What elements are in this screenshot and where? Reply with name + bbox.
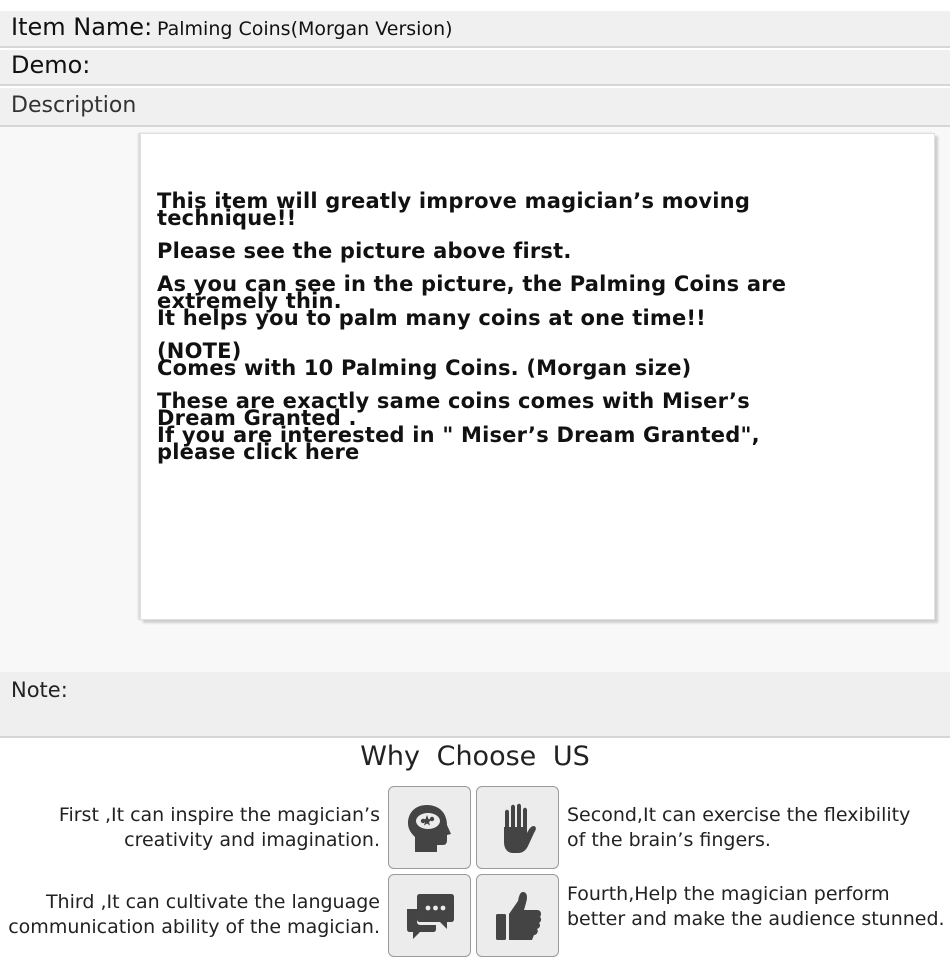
feature-line: Third ,It can cultivate the language [45, 891, 380, 913]
item-name-bar [0, 11, 950, 48]
description-line: technique!! [157, 206, 297, 230]
feature-tile-performance [476, 874, 559, 957]
chat-bubbles-icon [403, 889, 458, 944]
feature-line: communication ability of the magician. [8, 916, 380, 938]
description-line: As you can see in the picture, the Palming Coins are [157, 272, 787, 296]
note-label: Note: [11, 678, 68, 702]
feature-third-text [0, 890, 380, 940]
feature-line: better and make the audience stunned. [567, 908, 945, 930]
click-here-link[interactable]: please click here [157, 440, 360, 464]
description-line: Please see the picture above first. [157, 239, 572, 263]
hand-icon [491, 801, 546, 856]
feature-line: Fourth,Help the magician perform [567, 883, 890, 905]
head-brain-icon [403, 801, 458, 856]
description-line: Comes with 10 Palming Coins. (Morgan size) [157, 356, 692, 380]
description-bar [0, 88, 950, 127]
note-bar [0, 672, 950, 738]
description-label: Description [11, 93, 137, 118]
thumbs-up-icon [491, 889, 546, 944]
demo-label: Demo: [11, 51, 91, 79]
description-line: extremely thin. [157, 289, 342, 313]
feature-line: creativity and imagination. [124, 829, 380, 851]
feature-tile-creativity [388, 786, 471, 869]
description-line: This item will greatly improve magician’s moving [157, 189, 751, 213]
feature-line: First ,It can inspire the magician’s [58, 804, 380, 826]
description-line: It helps you to palm many coins at one time!! [157, 306, 706, 330]
item-name-value: Palming Coins(Morgan Version) [157, 18, 453, 40]
feature-second-text [567, 803, 947, 853]
description-line: Dream Granted . [157, 406, 357, 430]
demo-bar [0, 50, 950, 86]
feature-tile-communication [388, 874, 471, 957]
feature-tile-flexibility [476, 786, 559, 869]
description-line: (NOTE) [157, 339, 242, 363]
item-name-label: Item Name: [11, 13, 153, 41]
feature-line: of the brain’s fingers. [567, 829, 771, 851]
why-choose-us-title: Why Choose US [360, 741, 590, 772]
feature-line: Second,It can exercise the flexibility [567, 804, 911, 826]
feature-first-text [0, 803, 380, 853]
description-line: These are exactly same coins comes with Miser’s [157, 389, 750, 413]
description-line: If you are interested in " Miser’s Dream Granted", [157, 423, 760, 447]
feature-fourth-text [567, 882, 950, 932]
